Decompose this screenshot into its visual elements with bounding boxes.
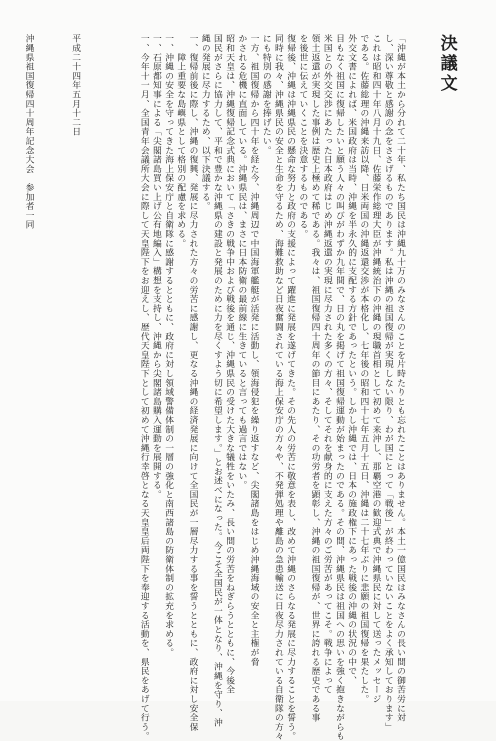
document-title: 決議文 <box>436 34 457 94</box>
resolution-body <box>138 34 406 741</box>
body-column: 同時に我々、沖縄県民の安全と生命を守るため、海難救助など日夜奮闘されている海上保安庁の方々や、不発弾処理や離島の急患輸送に日夜尽力されている自衛隊の方々 <box>272 34 283 741</box>
body-column: 「沖縄が本土から分れて二十年、私たち国民は沖縄九十万のみなさんのことを片時たりとも忘れたことはありません。本土一億国民はみなさんの長い間の御苦労に対 <box>394 34 405 723</box>
body-column: かされる危機に直面している。沖縄県民は、まさに日本防衛の最前線に生きていると言っても過言ではない。 <box>236 34 247 490</box>
body-column: 米国との外交交渉にあたった日本政府はじめ沖縄返還の実現に尽力された多くの方々、そしてそれを献身的に支えた方々のご労苦があってこそ。戦争によって <box>321 34 332 695</box>
body-column: 縄の発展に尽力するため、以下決議する。 <box>199 34 210 211</box>
body-column: を後世に伝えていくことを決意するものである。 <box>297 34 308 239</box>
body-column: 一、石原都知事による「尖閣諸島買い上げ公有地編入」構想を支持し、沖縄から尖閣諸島購入運動を展開する。 <box>150 34 161 499</box>
body-column: 一、復帰前後に際し、沖縄の復興、発展に尽力された方々の労苦に感謝し、更なる沖縄の経済発展に向けて全国民が一層尽力する事を誓うとともに、政府に対し安全保 <box>187 34 198 732</box>
body-column: 障上重要な島嶼県として格別の配慮を求める。 <box>175 34 186 248</box>
body-column: し、深い尊敬と感謝の念をささげるものであります。私は沖縄の祖国復帰が実現しない限り、わが国にとって「戦後」が終わっていないことをよく承知しております」 <box>382 34 393 732</box>
body-column: 一、今年十一月、全国青年会議所大会に際して天皇陛下をお迎えし、歴代天皇陛下として初めて沖縄行幸啓となる天皇皇后両陛下を奉迎する活動を、県民をあげて行う。 <box>138 34 149 741</box>
document-signatory: 沖縄県祖国復帰四十周年記念大会 参加者一同 <box>23 34 34 230</box>
body-column: これは昭和四十年八月十九日、佐藤栄作総理大臣が沖縄統治下の沖縄の現職首相として初めて来沖し、那覇空港の歓迎式典で沖縄県民に対して送ったメッセージ <box>370 34 381 704</box>
document-date: 平成二十四年五月十二日 <box>70 34 81 137</box>
body-column: 領土返還が実現した事例は歴史上極めて稀である。我々は、祖国復帰四十周年の節目にあたり、その功労者を顕彰し、沖縄の祖国復帰が、世界に誇れる歴史である事 <box>309 34 320 723</box>
body-column: 国民がさらに協力して、平和で豊かな沖縄県の建設と発展のために力を尽くすよう切に希望します。」とお述べになった。今こそ全国民が一体となり、沖縄を守り、沖 <box>211 34 222 728</box>
body-column: 昭和天皇は、沖縄復帰記念式典において「さきの戦争中および戦後を通じ、沖縄県民の受けた大きな犠牲をいたみ、長い間の労苦をねぎらうとともに、今後全 <box>224 34 235 695</box>
body-column: にも特別の感謝を捧げたい。 <box>260 34 271 155</box>
body-column: 復帰後、沖縄は沖縄県民の懸命な努力と政府の支援によって躍進に発展を遂げてきた。その先人の労苦に敬意を表し、改めて沖縄のさらなる発展に尽力することを誓う。 <box>285 34 296 741</box>
body-column: である。佐藤総理の沖縄来訪以降、日米両国の沖縄返還交渉が本格化し、七年後の昭和四十七年五月十五日、沖縄は二十七年ぶりに悲願の祖国復帰を果たした。 <box>358 34 369 704</box>
resolution-text <box>23 34 482 741</box>
body-column: 一方、祖国復帰から四十年を経た今、沖縄周辺で中国海軍艦艇が活発に活動し、領海侵犯を繰り返すなど、尖閣諸島をはじめ沖縄海域の安全と主権が脅 <box>248 34 259 667</box>
body-column: 一、沖縄の安全を守ってきた海上保安庁と自衛隊に感謝するとともに、政府に対し領域警備体制の一層の強化と南西諸島の防衛体制の拡充を求める。 <box>163 34 174 658</box>
body-column: 目もなく祖国に復帰したいと願う人々の叫びがわずか九年間で、日の丸を掲げて祖国復帰運動が始まったのである。その間、沖縄県民は祖国への思いを強く抱きながらも <box>333 34 344 741</box>
body-column: 外交文書によれば、米国政府は当時、沖縄を半永久的に支配する方針であったという。しかし沖縄では、日本の施政権下にあった戦後の沖縄の状況の中で、 <box>346 34 357 685</box>
